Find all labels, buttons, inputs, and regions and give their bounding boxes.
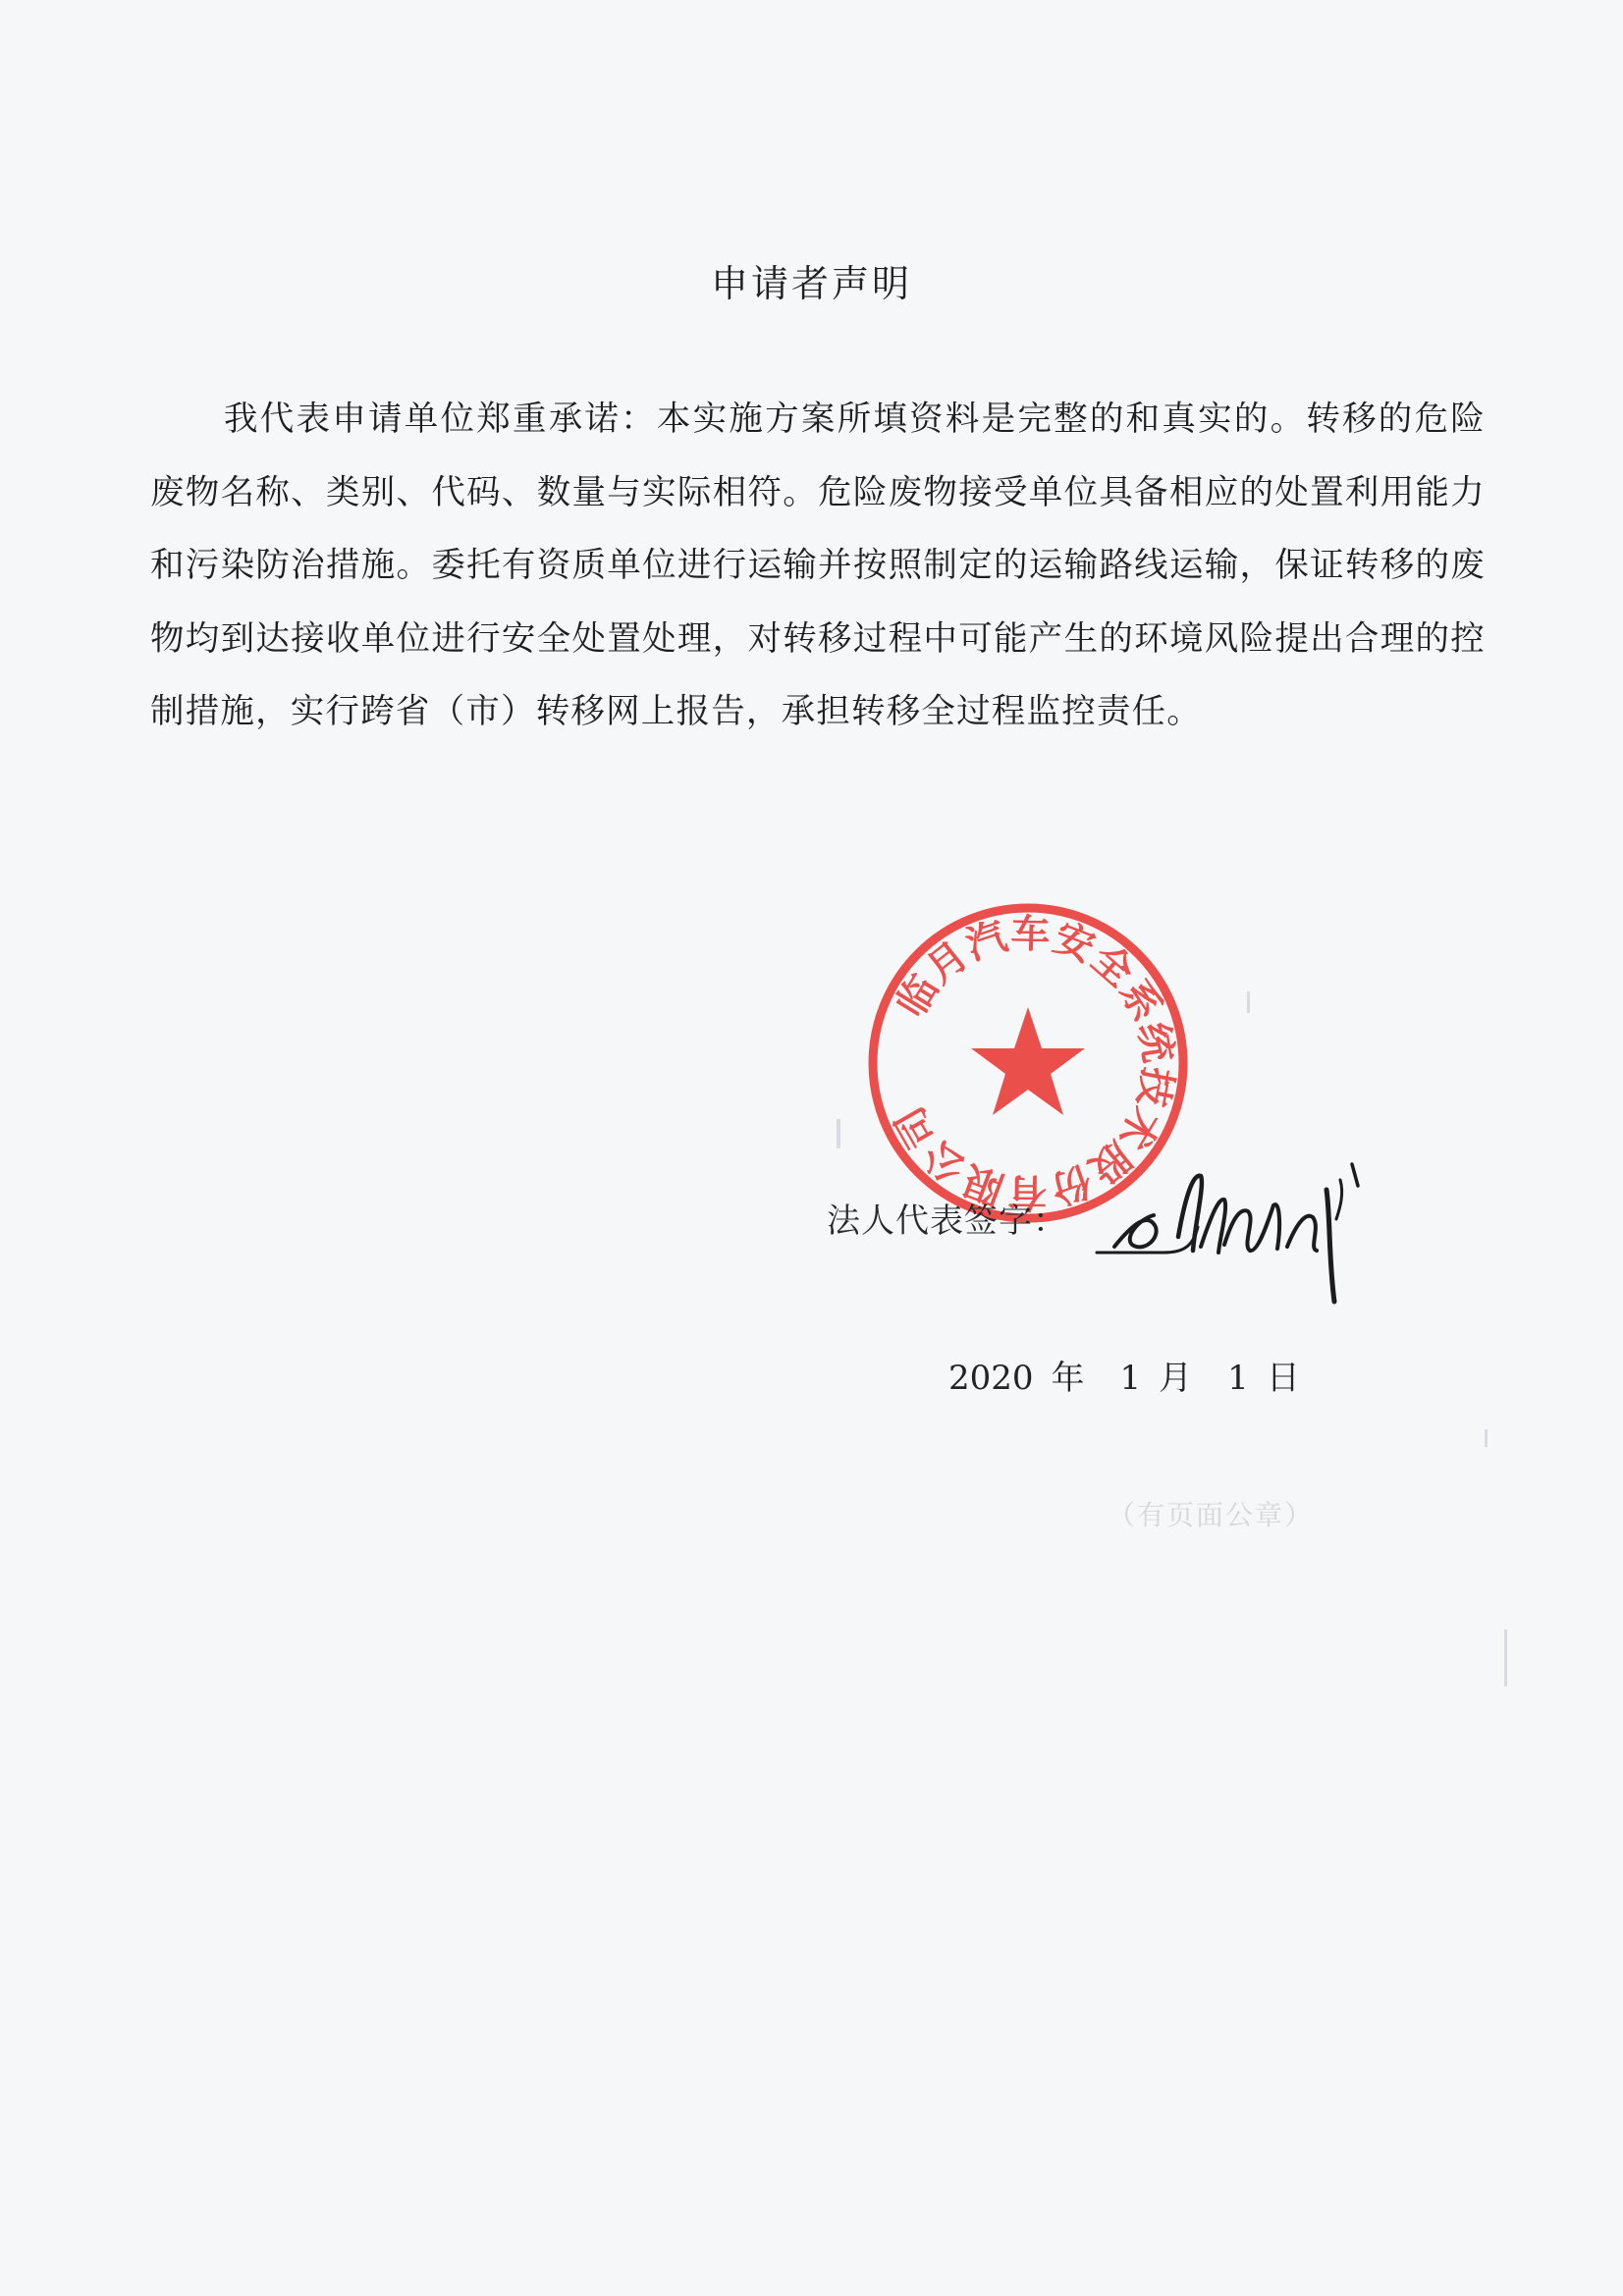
scan-mark: [1247, 991, 1250, 1013]
seal-text: 临月汽车安全系统技术股份有限公司: [887, 911, 1181, 1215]
date-month: 1: [1119, 1359, 1142, 1398]
date-month-unit: 月: [1159, 1359, 1193, 1398]
scan-mark: [1504, 1629, 1507, 1686]
scan-mark: [1485, 1429, 1488, 1447]
date-year: 2020: [948, 1359, 1034, 1398]
date-day-unit: 日: [1266, 1359, 1300, 1398]
signature-label: 法人代表签字：: [827, 1201, 1067, 1241]
bleed-through-text: （有页面公章）: [1108, 1499, 1315, 1531]
handwritten-signature: [1095, 1129, 1389, 1315]
seal-star-icon: [971, 1007, 1085, 1115]
declaration-paragraph: 我代表申请单位郑重承诺：本实施方案所填资料是完整的和真实的。转移的危险废物名称、类别、代码、数量与实际相符。危险废物接受单位具备相应的处置利用能力和污染防治措施。委托有资质单位进行运输并按照制定的运输路线运输，保证转移的废物均到达接收单位进行安全处置处理，对转移过程中可能产生的环境风险提出合理的控制措施，实行跨省（市）转移网上报告，承担转移全过程监控责任。: [150, 400, 1486, 731]
scan-mark: [837, 1119, 840, 1148]
signing-date: [948, 1351, 1300, 1399]
document-title: 申请者声明: [710, 262, 912, 305]
date-year-unit: 年: [1051, 1359, 1085, 1398]
date-day: 1: [1227, 1359, 1249, 1398]
